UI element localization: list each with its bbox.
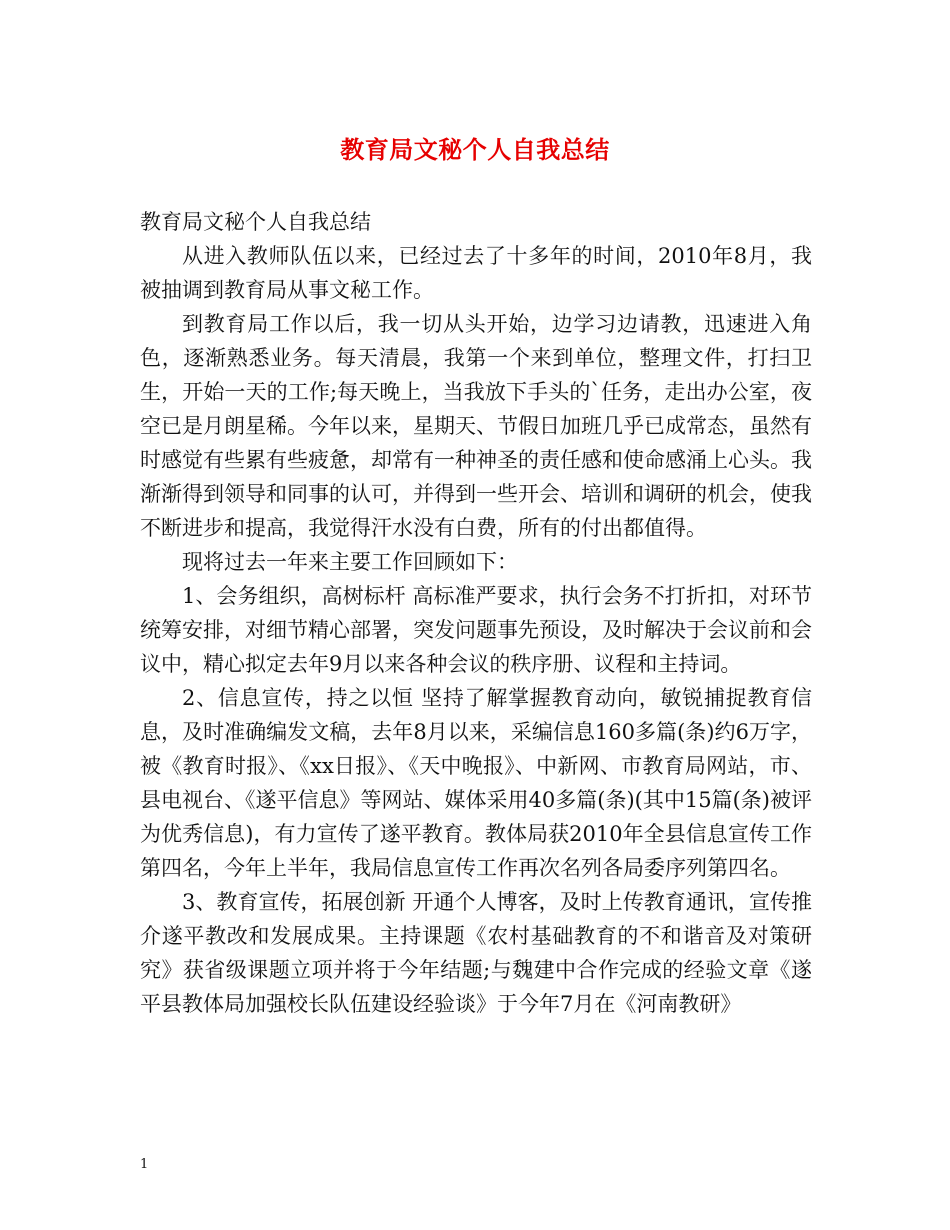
paragraph-item-3: 3、教育宣传，拓展创新 开通个人博客，及时上传教育通讯，宣传推介遂平教改和发展成果。主持课题《农村基础教育的不和谐音及对策研究》获省级课题立项并将于今年结题;与魏建中合作完成的经验文章《遂平县教体局加强校长队伍建设经验谈》于今年7月在《河南教研》	[140, 890, 812, 1016]
paragraph-item-2: 2、信息宣传，持之以恒 坚持了解掌握教育动向，敏锐捕捉教育信息，及时准确编发文稿，去年8月以来，采编信息160多篇(条)约6万字，被《教育时报》、《xx日报》、《天中晚报》、中新网、市教育局网站，市、县电视台、《遂平信息》等网站、媒体采用40多篇(条)(其中15篇(条)被评为优秀信息)，有力宣传了遂平教育。教体局获2010年全县信息宣传工作第四名，今年上半年，我局信息宣传工作再次名列各局委序列第四名。	[140, 686, 812, 880]
document-heading-line: 教育局文秘个人自我总结	[140, 210, 371, 234]
paragraph-intro: 从进入教师队伍以来，已经过去了十多年的时间，2010年8月，我被抽调到教育局从事文秘工作。	[140, 244, 812, 302]
paragraph-work-experience: 到教育局工作以后，我一切从头开始，边学习边请教，迅速进入角色，逐渐熟悉业务。每天清晨，我第一个来到单位，整理文件，打扫卫生，开始一天的工作;每天晚上，当我放下手头的`任务，走出办公室，夜空已是月朗星稀。今年以来，星期天、节假日加班几乎已成常态，虽然有时感觉有些累有些疲惫，却常有一种神圣的责任感和使命感涌上心头。我渐渐得到领导和同事的认可，并得到一些开会、培训和调研的机会，使我不断进步和提高，我觉得汗水没有白费，所有的付出都值得。	[140, 312, 812, 540]
document-body	[140, 205, 812, 1021]
paragraph-review-lead: 现将过去一年来主要工作回顾如下：	[182, 550, 518, 574]
paragraph-item-1: 1、会务组织，高树标杆 高标准严要求，执行会务不打折扣，对环节统筹安排，对细节精心部署，突发问题事先预设，及时解决于会议前和会议中，精心拟定去年9月以来各种会议的秩序册、议程和主持词。	[140, 584, 812, 676]
document-title: 教育局文秘个人自我总结	[340, 135, 610, 164]
page-number: 1	[140, 1157, 149, 1172]
